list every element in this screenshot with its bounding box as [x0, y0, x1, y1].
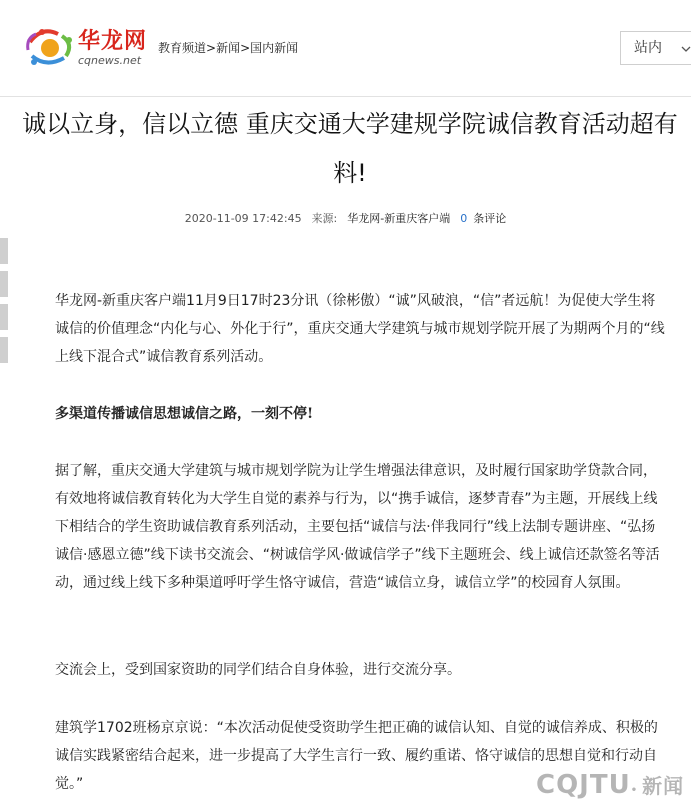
article-meta — [0, 212, 691, 226]
breadcrumb-education[interactable]: 教育频道 — [158, 41, 207, 55]
share-button[interactable] — [0, 304, 8, 330]
article-paragraph — [55, 457, 667, 597]
site-logo[interactable] — [22, 20, 152, 72]
comment-count[interactable]: 0 — [460, 212, 468, 225]
share-sidebar — [0, 238, 8, 370]
search-scope-value: 站内 — [634, 40, 662, 56]
comment-link[interactable]: 条评论 — [473, 212, 507, 225]
breadcrumb-separator: > — [206, 41, 217, 55]
watermark-dot: • — [630, 785, 639, 796]
source-name: 华龙网-新重庆客户端 — [347, 212, 451, 225]
logo-subtext: cqnews.net — [78, 54, 142, 67]
share-button[interactable] — [0, 238, 8, 264]
logo-text: 华龙网 — [78, 29, 148, 54]
breadcrumb-separator: > — [240, 41, 251, 55]
site-header — [0, 0, 691, 97]
breadcrumb-domestic-news[interactable]: 国内新闻 — [250, 41, 299, 55]
paragraph-text: 据了解，重庆交通大学建筑与城市规划学院为让学生增强法律意识，及时履行国家助学贷款合同，有效地将诚信教育转化为大学生自觉的素养与行为，以“携手诚信，逐梦青春”为主题，开展线上线下相结合的学生资助诚信教育系列活动，主要包括“诚信与法·伴我同行”线上法制专题讲座、“弘扬诚信·感恩立德”线下读书交流会、“树诚信学风·做诚信学子”线下主题班会、线上诚信还款签名等活动，通过线上线下多种渠道呼吁学生恪守诚信，营造“诚信立身，诚信立学”的校园育人氛围。 — [55, 463, 660, 591]
publish-datetime: 2020-11-09 17:42:45 — [184, 212, 302, 225]
watermark-cn: 新闻 — [642, 774, 685, 798]
breadcrumb — [158, 41, 298, 55]
watermark-latin: CQJTU — [536, 770, 631, 800]
article-paragraph — [55, 656, 667, 684]
article-subheading: 多渠道传播诚信思想诚信之路，一刻不停! — [55, 406, 314, 422]
breadcrumb-news[interactable]: 新闻 — [216, 41, 241, 55]
search-scope-select[interactable] — [620, 31, 691, 65]
dragon-logo-icon — [22, 24, 78, 70]
share-button[interactable] — [0, 337, 8, 363]
paragraph-text: 华龙网-新重庆客户端11月9日17时23分讯（徐彬傲）“诚”风破浪，“信”者远航！为促使大学生将诚信的价值理念“内化与心、外化于行”，重庆交通大学建筑与城市规划学院开展了为期两个月的“线上线下混合式”诚信教育系列活动。 — [55, 293, 665, 365]
chevron-down-icon — [681, 44, 691, 54]
source-label: 来源: — [311, 212, 338, 225]
paragraph-text: 交流会上，受到国家资助的同学们结合自身体验，进行交流分享。 — [55, 662, 461, 678]
article-paragraph — [55, 287, 667, 371]
article-title: 诚以立身，信以立德 重庆交通大学建规学院诚信教育活动超有料! — [22, 110, 678, 187]
cqjtu-news-watermark — [536, 767, 684, 803]
paragraph-text: 建筑学1702班杨京京说：“本次活动促使受资助学生把正确的诚信认知、自觉的诚信养成、积极的诚信实践紧密结合起来，进一步提高了大学生言行一致、履约重诺、恪守诚信的思想自觉和行动自觉。” — [55, 720, 658, 792]
share-button[interactable] — [0, 271, 8, 297]
